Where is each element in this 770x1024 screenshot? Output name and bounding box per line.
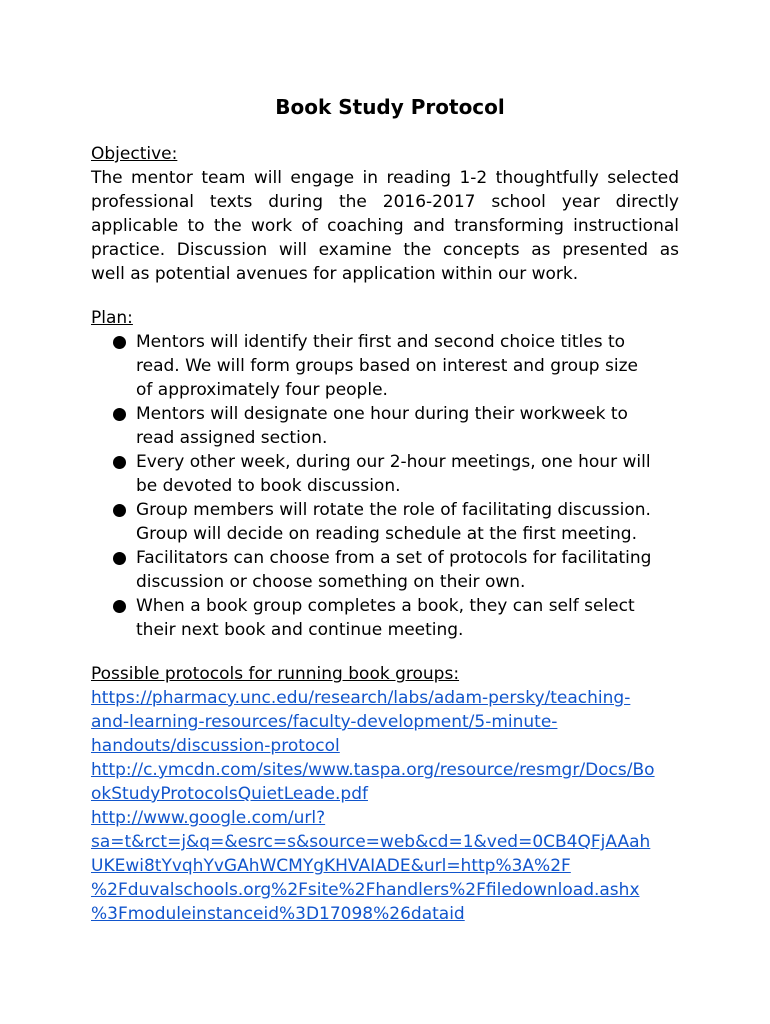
link-taspa-pdf[interactable]: http://c.ymcdn.com/sites/www.taspa.org/resource/resmgr/Docs/Bo [91, 760, 655, 780]
plan-item-line: be devoted to book discussion. [136, 476, 401, 496]
plan-list-item [91, 330, 679, 402]
plan-list-item [91, 594, 679, 642]
plan-list-item [91, 402, 679, 450]
objective-paragraph [91, 166, 679, 286]
link-pharmacy-unc[interactable]: https://pharmacy.unc.edu/research/labs/adam-persky/teaching- [91, 688, 631, 708]
plan-item-line: Group members will rotate the role of facilitating discussion. [136, 500, 651, 520]
plan-item-line: read assigned section. [136, 428, 328, 448]
link-pharmacy-unc[interactable]: handouts/discussion-protocol [91, 736, 340, 756]
plan-list-item [91, 498, 679, 546]
bullet-icon [113, 600, 126, 613]
link-google-redirect[interactable]: http://www.google.com/url? [91, 808, 326, 828]
plan-heading: Plan: [91, 308, 133, 328]
link-google-redirect[interactable]: %3Fmoduleinstanceid%3D17098%26dataid [91, 904, 465, 924]
bullet-icon [113, 504, 126, 517]
plan-item-line: Facilitators can choose from a set of protocols for facilitating [136, 548, 652, 568]
objective-line: The mentor team will engage in reading 1-2 thoughtfully selected [91, 168, 679, 188]
plan-list [91, 330, 679, 642]
plan-item-line: Mentors will identify their first and second choice titles to [136, 332, 626, 352]
plan-item-line: discussion or choose something on their own. [136, 572, 526, 592]
bullet-icon [113, 336, 126, 349]
bullet-icon [113, 408, 126, 421]
plan-item-line: Group will decide on reading schedule at the first meeting. [136, 524, 638, 544]
objective-line: applicable to the work of coaching and transforming instructional [91, 216, 679, 236]
document-title: Book Study Protocol [275, 95, 505, 119]
plan-item-line: When a book group completes a book, they can self select [136, 596, 635, 616]
plan-item-line: Mentors will designate one hour during their workweek to [136, 404, 628, 424]
bullet-icon [113, 456, 126, 469]
plan-item-line: their next book and continue meeting. [136, 620, 464, 640]
objective-line: professional texts during the 2016-2017 school year directly [91, 192, 679, 212]
objective-line: practice. Discussion will examine the concepts as presented as [91, 240, 679, 260]
link-google-redirect[interactable]: UKEwi8tYvqhYvGAhWCMYgKHVAIADE&url=http%3A%2F [91, 856, 571, 876]
link-taspa-pdf[interactable]: okStudyProtocolsQuietLeade.pdf [91, 784, 368, 804]
bullet-icon [113, 552, 126, 565]
protocols-heading: Possible protocols for running book groups: [91, 664, 460, 684]
link-pharmacy-unc[interactable]: and-learning-resources/faculty-development/5-minute- [91, 712, 558, 732]
plan-list-item [91, 546, 679, 594]
plan-item-line: Every other week, during our 2-hour meetings, one hour will [136, 452, 651, 472]
objective-heading: Objective: [91, 144, 178, 164]
link-google-redirect[interactable]: %2Fduvalschools.org%2Fsite%2Fhandlers%2Ffiledownload.ashx [91, 880, 640, 900]
link-google-redirect[interactable]: sa=t&rct=j&q=&esrc=s&source=web&cd=1&ved=0CB4QFjAAah [91, 832, 651, 852]
objective-line: well as potential avenues for application within our work. [91, 264, 579, 284]
plan-list-item [91, 450, 679, 498]
plan-item-line: of approximately four people. [136, 380, 388, 400]
protocol-links [91, 686, 691, 926]
plan-item-line: read. We will form groups based on interest and group size [136, 356, 638, 376]
